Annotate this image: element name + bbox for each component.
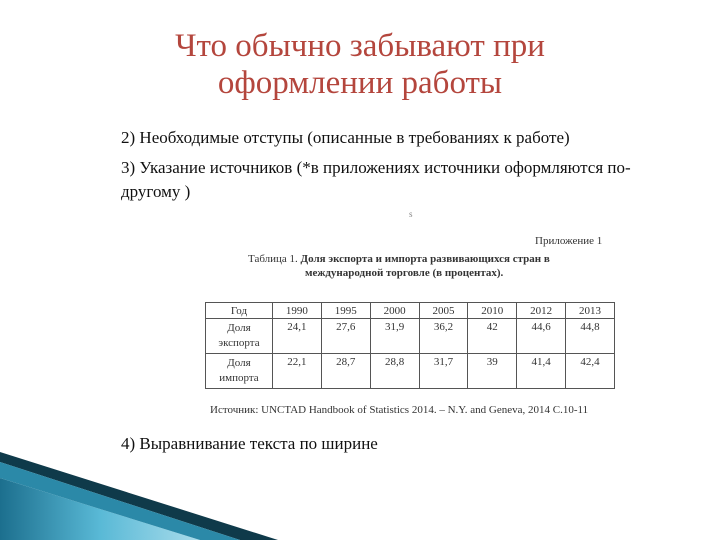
caption-prefix: Таблица 1.	[248, 253, 298, 265]
row-label: экспорта	[218, 337, 260, 349]
bullet-list	[121, 126, 681, 210]
table-source: Источник: UNCTAD Handbook of Statistics 2014. – N.Y. and Geneva, 2014 С.10-11	[210, 404, 589, 416]
data-table	[205, 302, 615, 389]
table-caption	[248, 252, 608, 280]
table-cell: 42	[468, 319, 517, 354]
table-cell: 44,6	[517, 319, 566, 354]
table-header-cell: 2013	[566, 303, 615, 319]
caption-title: Доля экспорта и импорта развивающихся стран в	[300, 253, 550, 265]
table-header-cell: 2005	[419, 303, 468, 319]
table-cell: 24,1	[273, 319, 322, 354]
row-label-cell	[206, 354, 273, 389]
table-header-cell: 2012	[517, 303, 566, 319]
table-cell: 28,8	[370, 354, 419, 389]
table-cell: 44,8	[566, 319, 615, 354]
table-cell: 42,4	[566, 354, 615, 389]
caption-title-2: международной торговле (в процентах).	[305, 267, 504, 279]
bullet-item: 3) Указание источников (*в приложениях источники оформляются по-другому )	[121, 158, 631, 201]
table-cell: 27,6	[321, 319, 370, 354]
table-cell: 31,7	[419, 354, 468, 389]
table-header-cell: 2000	[370, 303, 419, 319]
title-line-1: Что обычно забывают при	[175, 28, 545, 64]
appendix-label: Приложение 1	[535, 235, 603, 247]
table-cell: 28,7	[321, 354, 370, 389]
table-cell: 39	[468, 354, 517, 389]
table-cell: 41,4	[517, 354, 566, 389]
row-label-cell	[206, 319, 273, 354]
page-mark: s	[409, 209, 413, 219]
table-header-cell: 1995	[321, 303, 370, 319]
row-label: Доля	[227, 322, 251, 334]
row-label: импорта	[219, 372, 259, 384]
table-cell: 22,1	[273, 354, 322, 389]
slide-title	[120, 28, 600, 102]
bullet-item: 2) Необходимые отступы (описанные в требованиях к работе)	[121, 128, 570, 147]
table-header-cell: 1990	[273, 303, 322, 319]
table-row	[206, 319, 615, 354]
table-cell: 31,9	[370, 319, 419, 354]
table-cell: 36,2	[419, 319, 468, 354]
table-row	[206, 354, 615, 389]
bullet-item: 4) Выравнивание текста по ширине	[121, 434, 378, 453]
table-header-cell: 2010	[468, 303, 517, 319]
table-header-cell: Год	[206, 303, 273, 319]
table-header-row	[206, 303, 615, 319]
corner-decoration	[0, 440, 720, 540]
title-line-2: оформлении работы	[217, 65, 503, 101]
row-label: Доля	[227, 357, 251, 369]
